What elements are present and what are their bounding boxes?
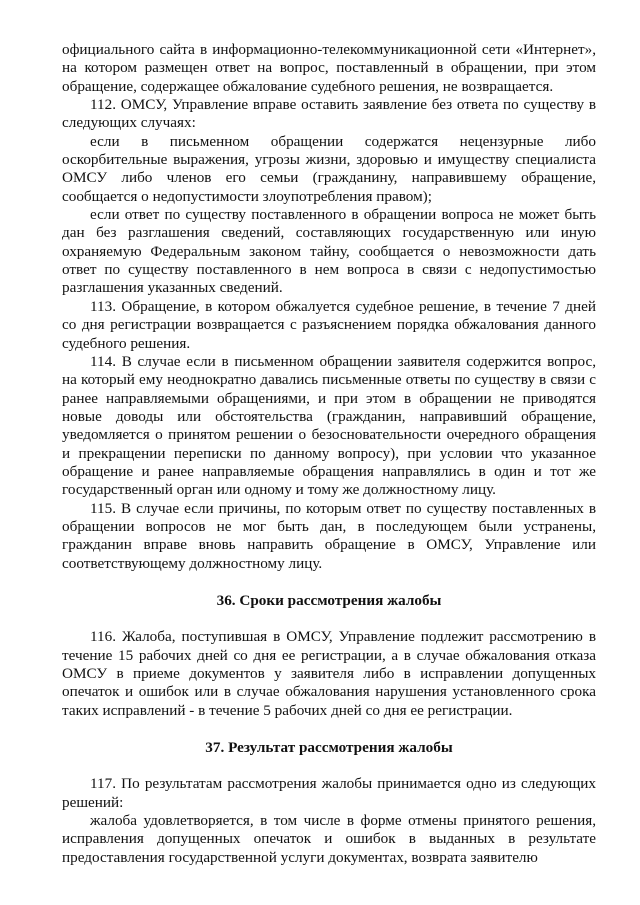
section-37-heading: 37. Результат рассмотрения жалобы — [205, 739, 453, 757]
paragraph-114: 114. В случае если в письменном обращении заявителя содержится вопрос, на который ему неоднократно давались письменные ответы по существу в связи с ранее направляемыми обращениями, и при этом в обращении не приводятся новые доводы или обстоятельства (гражданин, направивший обращение, уведомляется о принятом решении о безосновательности очередного обращения и прекращении переписки по данному вопросу), при условии что указанное обращение и ранее направляемые обращения направлялись в один и тот же государственный орган или одному и тому же должностному лицу. — [62, 352, 596, 499]
document-page — [62, 41, 596, 867]
paragraph-112-case-1: если в письменном обращении содержатся нецензурные либо оскорбительные выражения, угрозы жизни, здоровью и имуществу специалиста ОМСУ либо членов его семьи (гражданину, направившему обращение, сообщается о недопустимости злоупотребления правом); — [62, 132, 596, 205]
paragraph-117: 117. По результатам рассмотрения жалобы принимается одно из следующих решений: — [62, 775, 596, 811]
paragraph-115: 115. В случае если причины, по которым ответ по существу поставленных в обращении вопросов не мог быть дан, в последующем были устранены, гражданин вправе вновь направить обращение в ОМСУ, Управление или соответствующему должностному лицу. — [62, 499, 596, 572]
paragraph-116: 116. Жалоба, поступившая в ОМСУ, Управление подлежит рассмотрению в течение 15 рабочих дней со дня ее регистрации, а в случае обжалования отказа ОМСУ в приеме документов у заявителя либо в исправлении допущенных опечаток и ошибок или в случае обжалования нарушения установленного срока таких исправлений - в течение 5 рабочих дней со дня ее регистрации. — [62, 628, 596, 719]
paragraph-117-option-1: жалоба удовлетворяется, в том числе в форме отмены принятого решения, исправления допущенных опечаток и ошибок в выданных в результате предоставления государственной услуги документах, возврата заявителю — [62, 812, 596, 866]
section-36-heading: 36. Сроки рассмотрения жалобы — [216, 591, 442, 609]
paragraph-112: 112. ОМСУ, Управление вправе оставить заявление без ответа по существу в следующих случаях: — [62, 96, 596, 132]
paragraph-112-case-2: если ответ по существу поставленного в обращении вопроса не может быть дан без разглашения сведений, составляющих государственную или иную охраняемую Федеральным законом тайну, сообщается о невозможности дать ответ по существу поставленного в нем вопроса в связи с недопустимостью разглашения указанных сведений. — [62, 206, 596, 297]
paragraph-continuation: официального сайта в информационно-телекоммуникационной сети «Интернет», на котором размещен ответ на вопрос, поставленный в обращении, при этом обращение, содержащее обжалование судебного решения, не возвращается. — [62, 41, 596, 95]
paragraph-113: 113. Обращение, в котором обжалуется судебное решение, в течение 7 дней со дня регистрации возвращается с разъяснением порядка обжалования данного судебного решения. — [62, 297, 596, 352]
